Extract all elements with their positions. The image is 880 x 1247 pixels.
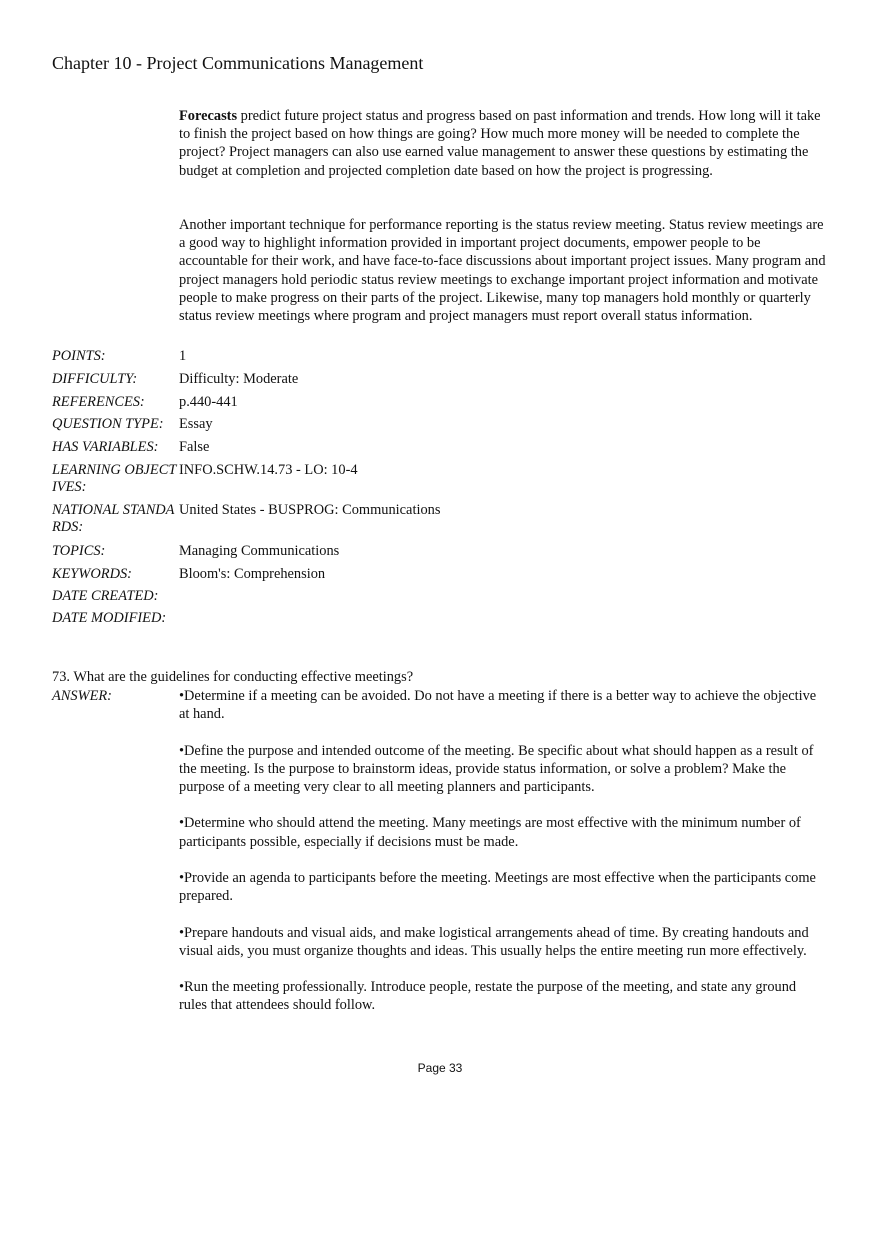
question-text: 73. What are the guidelines for conducting effective meetings?	[52, 669, 414, 685]
meta-value: Bloom's: Comprehension	[179, 566, 326, 582]
page-number: Page 33	[417, 1061, 463, 1075]
meta-value: Difficulty: Moderate	[179, 371, 299, 387]
answer-bullet: •Provide an agenda to participants before the meeting. Meetings are most effective when the participants come prepared.	[179, 869, 816, 905]
answer-bullet: •Determine who should attend the meeting. Many meetings are most effective with the minimum number of participants possible, especially if decisions must be made.	[179, 815, 801, 850]
answer-bullets	[179, 687, 827, 1033]
forecasts-text: predict future project status and progress based on past information and trends. How long will it take to finish the project based on how things are going? How much more money will be needed to complete the project? Project managers can also use earned value management to answer these questions by estimating the budget at completion and projected completion date based on how the project is progressing.	[179, 108, 821, 179]
answer-paragraph-status-review	[179, 216, 827, 325]
meta-value: False	[179, 439, 210, 455]
meta-value: 1	[179, 348, 187, 364]
meta-label: NATIONAL STANDARDS:	[52, 502, 175, 535]
meta-value: Essay	[179, 416, 213, 432]
meta-value: United States - BUSPROG: Communications	[179, 502, 441, 518]
meta-label: POINTS:	[52, 348, 106, 364]
meta-value: INFO.SCHW.14.73 - LO: 10-4	[179, 462, 358, 478]
answer-bullet: •Prepare handouts and visual aids, and make logistical arrangements ahead of time. By creating handouts and visual aids, you must organize thoughts and ideas. This usually helps the entire meeting run more effectively.	[179, 924, 809, 959]
meta-label: KEYWORDS:	[52, 566, 132, 582]
answer-bullet: •Determine if a meeting can be avoided. Do not have a meeting if there is a better way to achieve the objective at hand.	[179, 688, 817, 723]
meta-label: DATE CREATED:	[52, 588, 159, 604]
meta-label: REFERENCES:	[52, 394, 145, 410]
meta-label: HAS VARIABLES:	[52, 439, 159, 455]
meta-value: p.440-441	[179, 394, 238, 410]
meta-label: QUESTION TYPE:	[52, 416, 164, 432]
answer-bullet: •Define the purpose and intended outcome of the meeting. Be specific about what should happen as a result of the meeting. Is the purpose to brainstorm ideas, provide status information, or solve a problem? Make the purpose of a meeting very clear to all meeting planners and participants.	[179, 742, 814, 795]
forecasts-term: Forecasts	[179, 108, 238, 124]
meta-label: LEARNING OBJECTIVES:	[52, 462, 177, 495]
status-review-text: Another important technique for performance reporting is the status review meeting. Status review meetings are a good way to highlight information provided in important project documents, empower people to be accountable for their work, and have face-to-face discussions about important project issues. Many program and project managers hold periodic status review meetings to exchange important project information and motivate people to make progress on their parts of the project. Likewise, many top managers hold monthly or quarterly status review meetings where program and project managers must report overall status information.	[179, 217, 826, 325]
meta-label: TOPICS:	[52, 543, 106, 559]
meta-label: DATE MODIFIED:	[52, 610, 167, 626]
chapter-title: Chapter 10 - Project Communications Management	[52, 53, 424, 73]
answer-paragraph-forecasts	[179, 107, 827, 180]
meta-value: Managing Communications	[179, 543, 340, 559]
answer-bullet: •Run the meeting professionally. Introduce people, restate the purpose of the meeting, and state any ground rules that attendees should follow.	[179, 979, 797, 1014]
meta-label: DIFFICULTY:	[52, 371, 138, 387]
answer-label: ANSWER:	[52, 688, 112, 704]
